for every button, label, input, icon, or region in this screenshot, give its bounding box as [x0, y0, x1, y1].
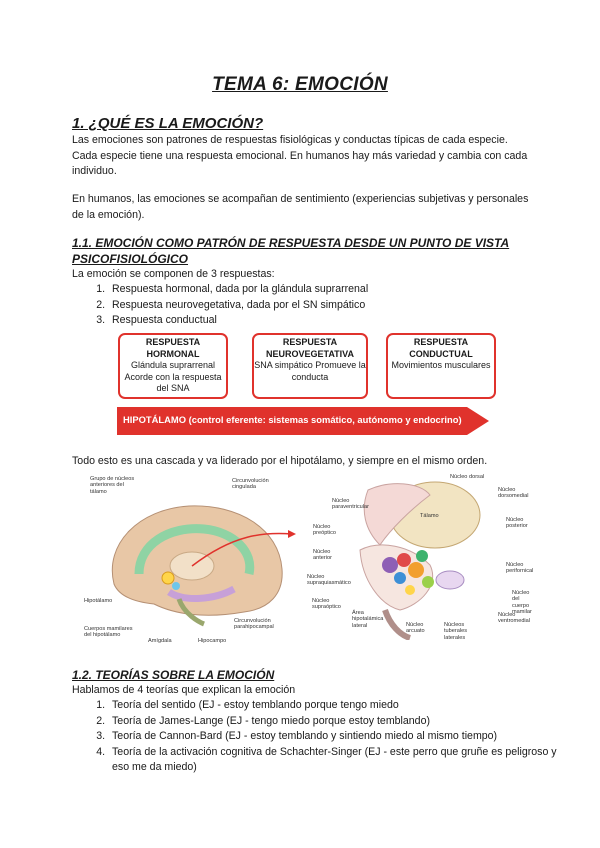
list-item: 3. Teoría de Cannon-Bard (EJ - estoy temblando y sintiendo miedo al mismo tiempo): [108, 729, 568, 745]
list-item: 3. Respuesta conductual: [108, 313, 568, 329]
label-hypothalamus: Hipotálamo: [84, 598, 113, 604]
label-anterior-thalamic-nuclei: Grupo de núcleos anteriores del tálamo: [90, 476, 135, 495]
box-body: SNA simpático Promueve la conducta: [254, 360, 366, 382]
label-supraoptic-nucleus: Núcleo supraóptico: [312, 598, 341, 611]
label-ventromedial-nucleus: Núcleo ventromedial: [498, 612, 531, 625]
label-paraventricular-nucleus: Núcleo paraventricular: [332, 498, 369, 511]
section-1-2-heading: 1.2. TEORÍAS SOBRE LA EMOCIÓN: [72, 668, 275, 682]
responses-list: [72, 282, 568, 329]
label-cingulate-gyrus: Circunvolución cingulada: [232, 478, 269, 491]
box-title: RESPUESTA NEUROVEGETATIVA: [265, 337, 354, 359]
label-parahippocampal-gyrus: Circunvolución parahipocampal: [234, 618, 274, 631]
label-suprachiasmatic-nucleus: Núcleo supraquiasmático: [307, 574, 351, 587]
label-amygdala: Amígdala: [148, 638, 172, 644]
list-item: 2. Teoría de James-Lange (EJ - tengo miedo porque estoy temblando): [108, 714, 568, 730]
box-title: RESPUESTA CONDUCTUAL: [409, 337, 473, 359]
list-item: 1. Respuesta hormonal, dada por la glándula suprarrenal: [108, 282, 568, 298]
section-1-2-intro: Hablamos de 4 teorías que explican la emoción: [72, 684, 296, 696]
label-anterior-nucleus: Núcleo anterior: [313, 549, 332, 562]
label-dorsomedial-nucleus: Núcleo dorsomedial: [498, 487, 529, 500]
cascade-text: Todo esto es una cascada y va liderado por el hipotálamo, y siempre en el mismo orden.: [72, 455, 488, 467]
label-lateral-tuberal-nuclei: Núcleos tuberales laterales: [444, 622, 468, 641]
label-posterior-nucleus: Núcleo posterior: [506, 517, 528, 530]
arrow-label: HIPOTÁLAMO (control eferente: sistemas somático, autónomo y endocrino): [123, 414, 462, 425]
list-item: 2. Respuesta neurovegetativa, dada por el SN simpático: [108, 298, 568, 314]
section-1-paragraph-2: En humanos, las emociones se acompañan de sentimiento (experiencias subjetivas y personales de la emoción).: [72, 193, 529, 221]
label-preoptic-nucleus: Núcleo preóptico: [313, 524, 337, 537]
section-1-1-heading: 1.1. EMOCIÓN COMO PATRÓN DE RESPUESTA DESDE UN PUNTO DE VISTA PSICOFISIOLÓGICO: [72, 236, 510, 266]
section-1-1-intro: La emoción se componen de 3 respuestas:: [72, 268, 275, 280]
box-title: RESPUESTA HORMONAL: [145, 337, 201, 359]
list-item: 1. Teoría del sentido (EJ - estoy temblando porque tengo miedo: [108, 698, 568, 714]
section-1-paragraph-1: Las emociones son patrones de respuestas fisiológicas y conductas típicas de cada especie. Cada especie tiene una respuesta emocional. En humanos hay más variedad y cambia con cada individuo.: [72, 134, 528, 177]
page-title: TEMA 6: EMOCIÓN: [212, 74, 388, 95]
box-body: Glándula suprarrenal Acorde con la respuesta del SNA: [124, 360, 222, 393]
neurovegetative-response-box: [252, 333, 368, 399]
label-mammillary-bodies: Cuerpos mamilares del hipotálamo: [84, 626, 133, 639]
label-dorsal-nucleus: Núcleo dorsal: [450, 474, 485, 480]
label-mammillary-nucleus: Núcleo del cuerpo mamilar: [512, 590, 532, 616]
label-thalamus: Tálamo: [420, 513, 439, 519]
label-perifornical-nucleus: Núcleo perifornical: [506, 562, 534, 575]
theories-list: [72, 698, 568, 776]
box-body: Movimientos musculares: [391, 360, 491, 370]
label-lateral-hypothalamic-area: Área hipotalámica lateral: [352, 610, 384, 629]
label-arcuate-nucleus: Núcleo arcuato: [406, 622, 425, 635]
list-item: 4. Teoría de la activación cognitiva de Schachter-Singer (EJ - este perro que gruñe es peligroso y eso me da miedo): [108, 745, 568, 776]
behavioral-response-box: [386, 333, 496, 399]
hormonal-response-box: [118, 333, 228, 399]
label-hippocampus: Hipocampo: [198, 638, 227, 644]
section-1-heading: 1. ¿QUÉ ES LA EMOCIÓN?: [72, 115, 264, 132]
